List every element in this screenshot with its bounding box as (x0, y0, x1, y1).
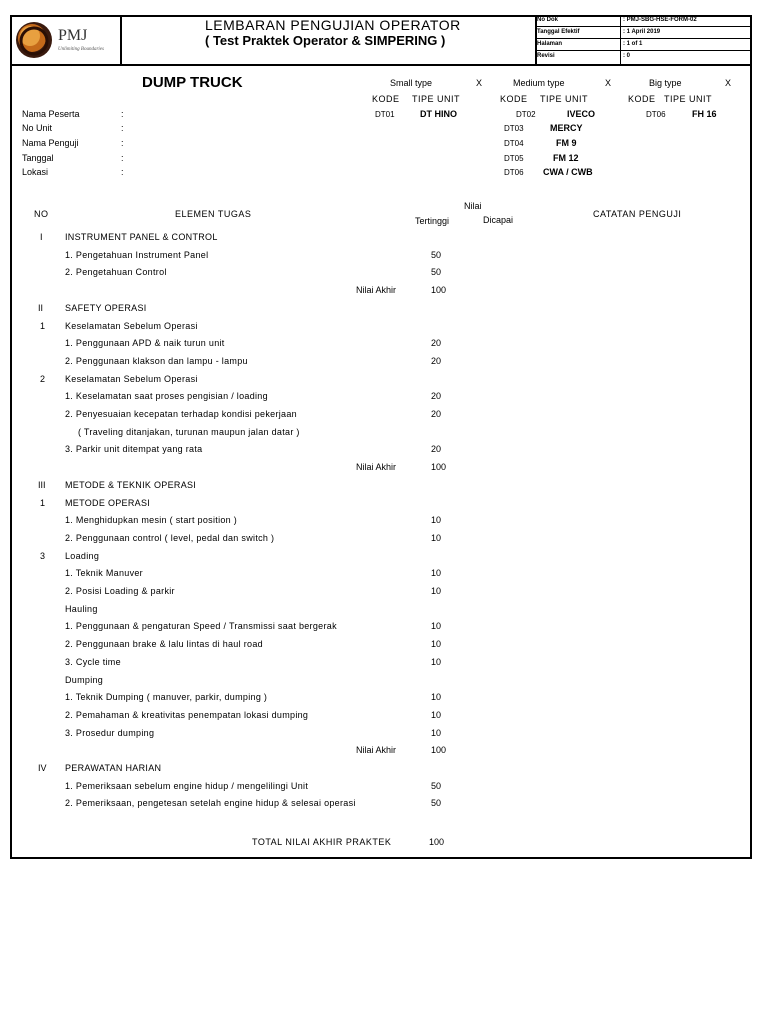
logo-tagline: Unlimiting Boundaries (58, 47, 104, 52)
row-number: 3 (40, 551, 46, 561)
unit-tipe: DT HINO (420, 109, 457, 119)
row-max-score: 10 (431, 586, 442, 596)
field-colon: : (121, 123, 124, 133)
nilai-akhir-label: Nilai Akhir (356, 462, 397, 472)
small-type-mark[interactable]: X (476, 78, 483, 88)
col-elemen-header: ELEMEN TUGAS (175, 209, 252, 219)
field-colon: : (121, 109, 124, 119)
field-colon: : (121, 167, 124, 177)
row-task-text: ( Traveling ditanjakan, turunan maupun jalan datar ) (78, 427, 300, 437)
info-label: Halaman (537, 41, 563, 47)
row-task-text: Keselamatan Sebelum Operasi (65, 374, 198, 384)
unit-tipe: CWA / CWB (543, 167, 593, 177)
tipe-header-medium: TIPE UNIT (540, 94, 589, 104)
field-value-input[interactable] (130, 153, 330, 164)
row-task-text: 3. Prosedur dumping (65, 728, 155, 738)
unit-kode: DT06 (504, 168, 524, 177)
row-max-score: 10 (431, 657, 442, 667)
field-label: No Unit (22, 123, 53, 133)
field-value-input[interactable] (130, 123, 330, 134)
unit-tipe: MERCY (550, 123, 583, 133)
field-value-input[interactable] (130, 138, 330, 149)
row-task-text: PERAWATAN HARIAN (65, 763, 162, 773)
row-max-score: 10 (431, 568, 442, 578)
info-value: : PMJ-SBG-HSE-FORM-02 (623, 17, 697, 23)
row-max-score: 50 (431, 250, 442, 260)
row-task-text: 1. Teknik Manuver (65, 568, 143, 578)
info-value: : 0 (623, 53, 631, 59)
row-max-score: 10 (431, 639, 442, 649)
col-catatan-header: CATATAN PENGUJI (593, 209, 682, 219)
row-max-score: 20 (431, 444, 442, 454)
info-label: Tanggal Efektif (537, 29, 580, 35)
row-task-text: 2. Penggunaan control ( level, pedal dan switch ) (65, 533, 275, 543)
row-number: 1 (40, 498, 46, 508)
row-task-text: SAFETY OPERASI (65, 303, 147, 313)
row-max-score: 10 (431, 515, 442, 525)
small-type-label: Small type (390, 78, 433, 88)
row-number: IV (38, 763, 47, 773)
unit-kode: DT03 (504, 124, 524, 133)
info-value: : 1 of 1 (623, 41, 643, 47)
document-subtitle: ( Test Praktek Operator & SIMPERING ) (205, 33, 446, 48)
field-label: Nama Penguji (22, 138, 79, 148)
row-task-text: 1. Menghidupkan mesin ( start position ) (65, 515, 238, 525)
unit-tipe: FM 12 (553, 153, 579, 163)
kode-header-medium: KODE (500, 94, 528, 104)
row-task-text: 3. Cycle time (65, 657, 121, 667)
row-max-score: 20 (431, 338, 442, 348)
kode-header-small: KODE (372, 94, 400, 104)
col-tertinggi-header: Tertinggi (415, 216, 450, 226)
info-value: : 1 April 2019 (623, 29, 661, 35)
row-task-text: 3. Parkir unit ditempat yang rata (65, 444, 203, 454)
row-max-score: 50 (431, 267, 442, 277)
row-task-text: 2. Pemeriksaan, pengetesan setelah engine hidup & selesai operasi (65, 798, 356, 808)
row-max-score: 20 (431, 391, 442, 401)
unit-kode: DT04 (504, 139, 524, 148)
nilai-akhir-label: Nilai Akhir (356, 745, 397, 755)
unit-kode: DT05 (504, 154, 524, 163)
row-max-score: 20 (431, 356, 442, 366)
field-label: Tanggal (22, 153, 54, 163)
row-max-score: 20 (431, 409, 442, 419)
row-max-score: 10 (431, 710, 442, 720)
row-task-text: 2. Pengetahuan Control (65, 267, 167, 277)
logo-cell (10, 15, 122, 66)
row-max-score: 10 (431, 621, 442, 631)
unit-kode: DT01 (375, 110, 395, 119)
unit-title: DUMP TRUCK (142, 74, 243, 91)
unit-kode: DT02 (516, 110, 536, 119)
info-row (535, 39, 752, 51)
unit-tipe: FH 16 (692, 109, 717, 119)
field-value-input[interactable] (130, 109, 330, 120)
row-max-score: 10 (431, 533, 442, 543)
total-value: 100 (429, 837, 445, 847)
row-task-text: 2. Penggunaan brake & lalu lintas di haul road (65, 639, 263, 649)
row-number: II (38, 303, 44, 313)
unit-tipe: FM 9 (556, 138, 577, 148)
info-label: Revisi (537, 53, 555, 59)
col-no-header: NO (34, 209, 49, 219)
row-task-text: 1. Keselamatan saat proses pengisian / loading (65, 391, 268, 401)
row-task-text: 1. Penggunaan & pengaturan Speed / Transmissi saat bergerak (65, 621, 337, 631)
medium-type-label: Medium type (513, 78, 565, 88)
nilai-akhir-label: Nilai Akhir (356, 285, 397, 295)
row-max-score: 100 (431, 285, 447, 295)
row-number: 2 (40, 374, 46, 384)
row-task-text: 1. Teknik Dumping ( manuver, parkir, dumping ) (65, 692, 268, 702)
info-row (535, 15, 752, 27)
row-task-text: Keselamatan Sebelum Operasi (65, 321, 198, 331)
field-colon: : (121, 153, 124, 163)
row-number: I (40, 232, 43, 242)
unit-kode: DT06 (646, 110, 666, 119)
row-task-text: 1. Pemeriksaan sebelum engine hidup / mengelilingi Unit (65, 781, 309, 791)
row-max-score: 100 (431, 745, 447, 755)
unit-tipe: IVECO (567, 109, 596, 119)
row-task-text: INSTRUMENT PANEL & CONTROL (65, 232, 218, 242)
document-title: LEMBARAN PENGUJIAN OPERATOR (205, 17, 461, 33)
kode-header-big: KODE (628, 94, 656, 104)
row-max-score: 50 (431, 781, 442, 791)
row-task-text: 2. Penggunaan klakson dan lampu - lampu (65, 356, 248, 366)
field-colon: : (121, 138, 124, 148)
row-task-text: 1. Pengetahuan Instrument Panel (65, 250, 209, 260)
row-number: 1 (40, 321, 46, 331)
row-task-text: 2. Pemahaman & kreativitas penempatan lokasi dumping (65, 710, 309, 720)
big-type-label: Big type (649, 78, 682, 88)
row-task-text: 2. Posisi Loading & parkir (65, 586, 175, 596)
logo-text: PMJ (58, 27, 88, 44)
row-task-text: Dumping (65, 675, 104, 685)
col-dicapai-header: Dicapai (483, 215, 514, 225)
row-task-text: 2. Penyesuaian kecepatan terhadap kondisi pekerjaan (65, 409, 297, 419)
tipe-header-big: TIPE UNIT (664, 94, 713, 104)
medium-type-mark[interactable]: X (605, 78, 612, 88)
row-task-text: METODE OPERASI (65, 498, 151, 508)
row-max-score: 10 (431, 692, 442, 702)
big-type-mark[interactable]: X (725, 78, 732, 88)
info-row (535, 27, 752, 39)
row-task-text: 1. Penggunaan APD & naik turun unit (65, 338, 225, 348)
row-max-score: 50 (431, 798, 442, 808)
row-task-text: METODE & TEKNIK OPERASI (65, 480, 197, 490)
field-value-input[interactable] (130, 167, 330, 178)
row-task-text: Loading (65, 551, 100, 561)
field-label: Nama Peserta (22, 109, 80, 119)
row-task-text: Hauling (65, 604, 98, 614)
col-nilai-header: Nilai (464, 201, 482, 211)
tipe-header-small: TIPE UNIT (412, 94, 461, 104)
info-row (535, 51, 752, 63)
row-max-score: 10 (431, 728, 442, 738)
row-number: III (38, 480, 46, 490)
info-label: No Dok (537, 17, 558, 23)
row-max-score: 100 (431, 462, 447, 472)
field-label: Lokasi (22, 167, 49, 177)
total-label: TOTAL NILAI AKHIR PRAKTEK (252, 837, 392, 847)
